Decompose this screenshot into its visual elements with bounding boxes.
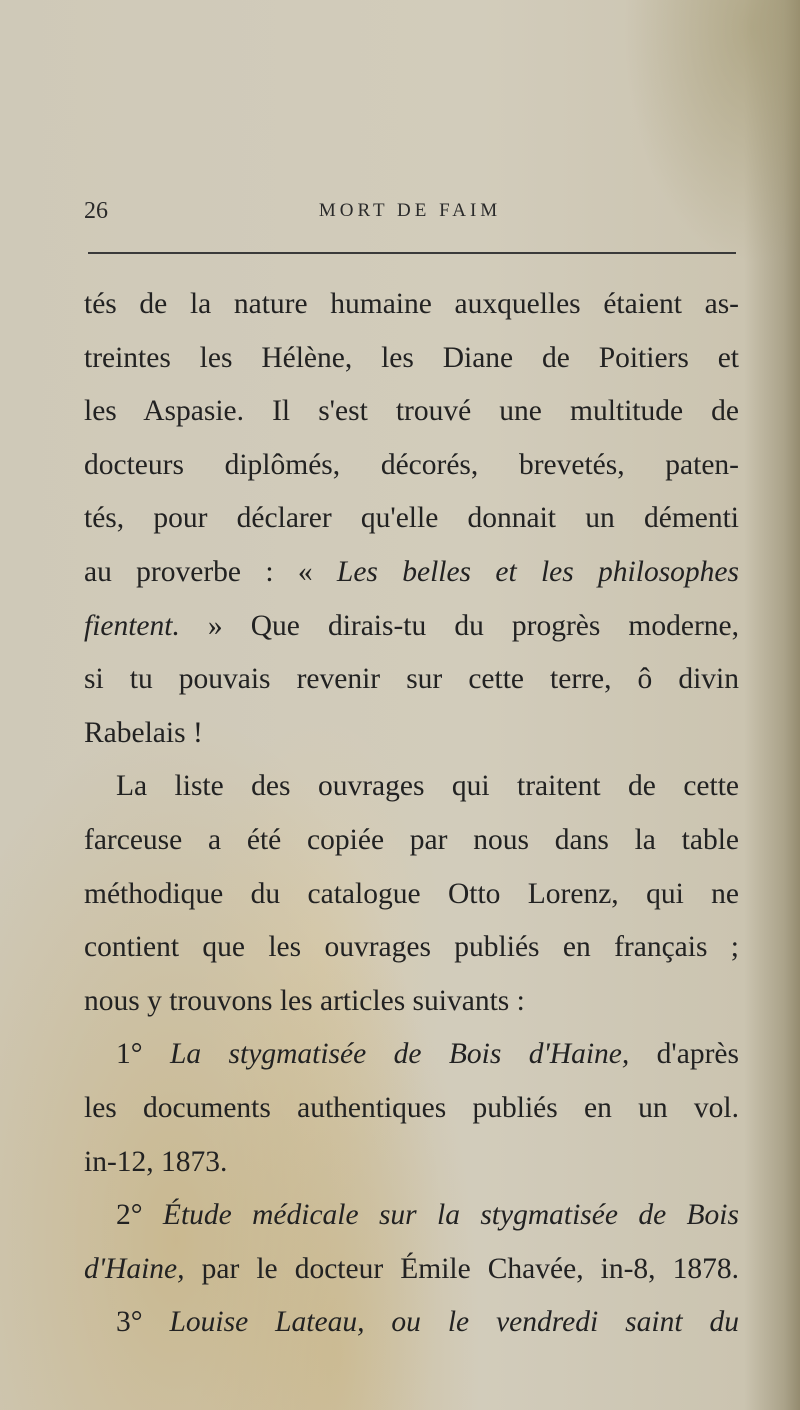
text-line: les Aspasie. Il s'est trouvé une multitude de xyxy=(84,395,739,428)
text-line: treintes les Hélène, les Diane de Poitiers et xyxy=(84,341,739,374)
text-line: Rabelais ! xyxy=(84,716,203,749)
text-line: 2° Étude médicale sur la stygmatisée de Bois xyxy=(116,1199,739,1232)
text-line: farceuse a été copiée par nous dans la table xyxy=(84,823,739,856)
text-line: in-12, 1873. xyxy=(84,1145,228,1178)
text-line: d'Haine, par le docteur Émile Chavée, in-8, 1878. xyxy=(84,1252,739,1285)
text-line: nous y trouvons les articles suivants : xyxy=(84,984,525,1017)
body-text xyxy=(84,278,739,1350)
running-title: MORT DE FAIM xyxy=(318,200,502,221)
text-line: tés de la nature humaine auxquelles étaient as- xyxy=(84,288,739,320)
text-line: au proverbe : « Les belles et les philosophes xyxy=(84,555,740,588)
header-rule xyxy=(88,252,736,254)
text-line: si tu pouvais revenir sur cette terre, ô divin xyxy=(84,663,739,696)
text-line: 1° La stygmatisée de Bois d'Haine, d'après xyxy=(116,1038,739,1071)
page-header xyxy=(84,198,736,228)
page-number: 26 xyxy=(84,198,108,224)
text-line: fientent. » Que dirais-tu du progrès moderne, xyxy=(84,609,739,642)
text-line: docteurs diplômés, décorés, brevetés, paten- xyxy=(84,448,739,481)
text-line: les documents authentiques publiés en un vol. xyxy=(84,1091,739,1124)
text-line: contient que les ouvrages publiés en français ; xyxy=(84,931,739,964)
text-line: méthodique du catalogue Otto Lorenz, qui ne xyxy=(84,877,739,910)
text-line: tés, pour déclarer qu'elle donnait un démenti xyxy=(84,502,739,535)
text-line: 3° Louise Lateau, ou le vendredi saint du xyxy=(116,1306,739,1339)
text-line: La liste des ouvrages qui traitent de cette xyxy=(116,770,739,803)
